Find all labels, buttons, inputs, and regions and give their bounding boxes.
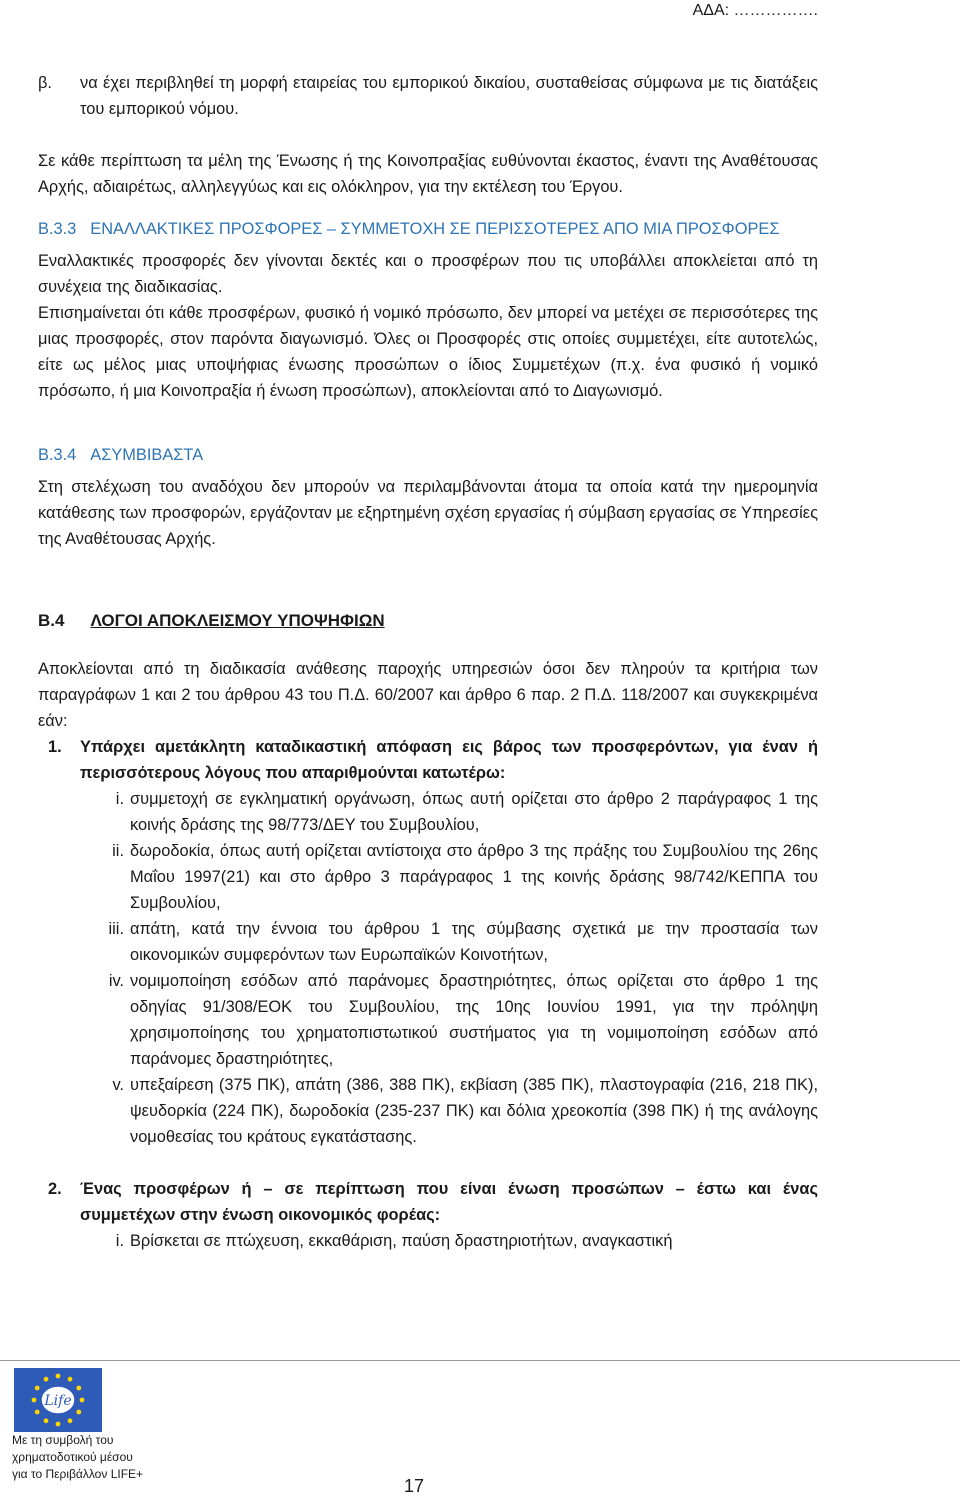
sub-item-text: νομιμοποίηση εσόδων από παράνομες δραστηριότητες, όπως ορίζεται στο άρθρο 1 της οδηγίας 91/308/ΕΟΚ του Συμβουλίου, της 10ης Ιουνίου 1991, για την πρόληψη χρησιμοποίησης του χρηματοπιστωτικού συστήματος για τη νομιμοποίηση εσόδων από παράνομες δραστηριότητες, <box>130 972 818 1068</box>
sub-list-item <box>90 968 818 1072</box>
sub-list-item <box>90 916 818 968</box>
sub-item-number: i. <box>115 1232 124 1250</box>
list-item-text: Ένας προσφέρων ή – σε περίπτωση που είναι ένωση προσώπων – έστω και ένας συμμετέχων στην ένωση οικονομικός φορέας: <box>80 1180 818 1224</box>
sub-item-number: i. <box>115 790 124 808</box>
section-b4-intro: Αποκλείονται από τη διαδικασία ανάθεσης παροχής υπηρεσιών όσοι δεν πληρούν τα κριτήρια των παραγράφων 1 και 2 του άρθρου 43 του Π.Δ. 60/2007 και άρθρο 6 παρ. 2 Π.Δ. 118/2007 και συγκεκριμένα εάν: <box>38 660 818 730</box>
list-item <box>48 734 818 786</box>
section-b4-heading <box>38 608 818 634</box>
sub-item-number: v. <box>112 1076 124 1094</box>
sub-item-number: iii. <box>108 920 124 938</box>
section-number: Β.3.4 <box>38 446 77 464</box>
sub-item-number: iv. <box>108 972 124 990</box>
footer-credit <box>12 1432 192 1483</box>
liability-paragraph: Σε κάθε περίπτωση τα μέλη της Ένωσης ή της Κοινοπραξίας ευθύνονται έκαστος, έναντι της Αναθέτουσας Αρχής, αδιαιρέτως, αλληλεγγύως και εις ολόκληρον, για την εκτέλεση του Έργου. <box>38 152 818 196</box>
sub-item-text: Βρίσκεται σε πτώχευση, εκκαθάριση, παύση δραστηριοτήτων, αναγκαστική <box>130 1232 673 1250</box>
footer-credit-line: για το Περιβάλλον LIFE+ <box>12 1467 144 1481</box>
footer-credit-line: Με τη συμβολή του <box>12 1433 114 1447</box>
footer-divider <box>0 1360 960 1361</box>
section-b33-paragraph-1: Εναλλακτικές προσφορές δεν γίνονται δεκτές και ο προσφέρων που τις υποβάλλει αποκλείεται από τη συνέχεια της διαδικασίας. <box>38 252 818 296</box>
section-b34-paragraph: Στη στελέχωση του αναδόχου δεν μπορούν να περιλαμβάνονται άτομα τα οποία κατά την ημερομηνία κατάθεσης των προσφορών, εργάζονταν με εξηρτημένη σχέση εργασίας ή σύμβαση εργασίας σε Υπηρεσίες της Αναθέτουσας Αρχής. <box>38 478 818 548</box>
section-number: Β.4 <box>38 611 65 630</box>
ada-label: ΑΔΑ: ……………. <box>692 2 818 19</box>
page-number: 17 <box>404 1476 425 1496</box>
exclusion-list <box>48 734 818 1254</box>
section-b33-heading <box>38 216 818 242</box>
sub-item-text: δωροδοκία, όπως αυτή ορίζεται αντίστοιχα στο άρθρο 3 της πράξης του Συμβουλίου της 26ης Μαΐου 1997(21) και στο άρθρο 3 παράγραφος 1 της κοινής δράσης 98/742/ΚΕΠΠΑ του Συμβουλίου, <box>130 842 818 912</box>
list-item-number: 2. <box>48 1180 62 1198</box>
document-body <box>38 70 818 1254</box>
section-title: ΛΟΓΟΙ ΑΠΟΚΛΕΙΣΜΟΥ ΥΠΟΨΗΦΙΩΝ <box>90 611 385 630</box>
list-item-text: Υπάρχει αμετάκλητη καταδικαστική απόφαση εις βάρος των προσφερόντων, για έναν ή περισσότερους λόγους που απαριθμούνται κατωτέρω: <box>80 738 818 782</box>
footer-credit-line: χρηματοδοτικού μέσου <box>12 1450 133 1464</box>
sub-item-text: συμμετοχή σε εγκληματική οργάνωση, όπως αυτή ορίζεται στο άρθρο 2 παράγραφος 1 της κοινής δράσης της 98/773/ΔΕΥ του Συμβουλίου, <box>130 790 818 834</box>
list-item-label: β. <box>38 74 52 92</box>
section-title: ΑΣΥΜΒΙΒΑΣΤΑ <box>90 446 204 464</box>
section-title: ΕΝΑΛΛΑΚΤΙΚΕΣ ΠΡΟΣΦΟΡΕΣ – ΣΥΜΜΕΤΟΧΗ ΣΕ ΠΕΡΙΣΣΟΤΕΡΕΣ ΑΠΟ ΜΙΑ ΠΡΟΣΦΟΡΕΣ <box>90 220 780 238</box>
sub-item-text: υπεξαίρεση (375 ΠΚ), απάτη (386, 388 ΠΚ), εκβίαση (385 ΠΚ), πλαστογραφία (216, 218 ΠΚ), ψευδορκία (224 ΠΚ), δωροδοκία (235-237 ΠΚ) και δόλια χρεοκοπία (398 ΠΚ) ή της ανάλογης νομοθεσίας του κράτους εγκατάστασης. <box>130 1076 818 1146</box>
sub-list-item <box>90 838 818 916</box>
list-item-b <box>38 70 818 122</box>
sub-list-item <box>90 786 818 838</box>
eu-life-logo <box>14 1368 136 1432</box>
sub-item-number: ii. <box>112 842 124 860</box>
sub-item-text: απάτη, κατά την έννοια του άρθρου 1 της σύμβασης σχετικά με την προστασία των οικονομικών συμφερόντων των Ευρωπαϊκών Κοινοτήτων, <box>130 920 818 964</box>
list-item-number: 1. <box>48 738 62 756</box>
section-number: Β.3.3 <box>38 220 77 238</box>
sub-list <box>90 1228 818 1254</box>
section-b33-paragraph-2: Επισημαίνεται ότι κάθε προσφέρων, φυσικό ή νομικό πρόσωπο, δεν μπορεί να μετέχει σε περισσότερες της μιας προσφορές, στον παρόντα διαγωνισμό. Όλες οι Προσφορές στις οποίες συμμετέχει, είτε αυτοτελώς, είτε ως μέλος μιας υποψήφιας ένωσης προσώπων ο ίδιος Συμμετέχων (π.χ. ένα φυσικό ή νομικό πρόσωπο, ή μια Κοινοπραξία ή ένωση προσώπων), αποκλείονται από το Διαγωνισμό. <box>38 304 818 400</box>
sub-list <box>90 786 818 1150</box>
sub-list-item <box>90 1072 818 1150</box>
sub-list-item <box>90 1228 818 1254</box>
list-item-text: να έχει περιβληθεί τη μορφή εταιρείας του εμπορικού δικαίου, συσταθείσας σύμφωνα με τις διατάξεις του εμπορικού νόμου. <box>80 74 818 118</box>
life-logo-text: Life <box>44 1393 72 1409</box>
section-b34-heading <box>38 442 818 468</box>
list-item <box>48 1176 818 1228</box>
